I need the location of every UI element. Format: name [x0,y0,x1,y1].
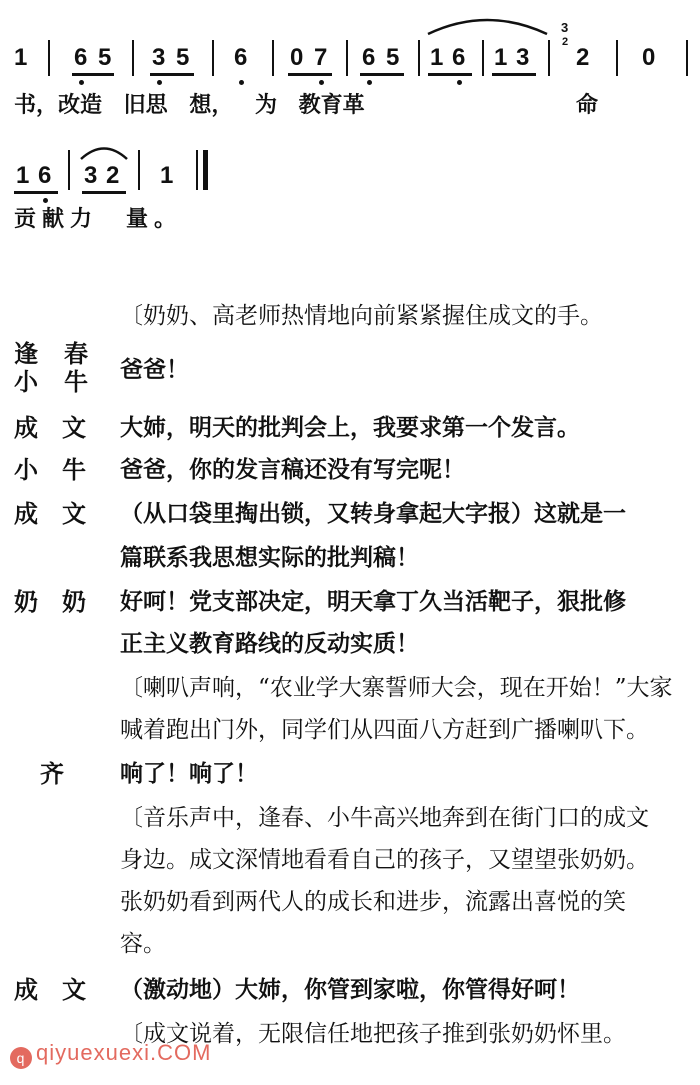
stage-direction: 张奶奶看到两代人的成长和进步，流露出喜悦的笑 [120,889,626,915]
low-dot [79,80,84,85]
low-dot [457,80,462,85]
underline [428,73,472,76]
stage-direction: 喊着跑出门外，同学们从四面八方赶到广播喇叭下。 [120,717,649,743]
dialogue-line: 好呵！党支部决定，明天拿丁久当活靶子，狠批修 [120,588,626,615]
speaker-name: 小 [14,367,38,396]
bar-line [346,40,348,76]
bar-line [548,40,550,76]
final-bar-line [203,150,208,190]
bar-line [686,40,688,76]
note: 6 [234,44,248,71]
note: 1 [14,44,28,71]
grace-note: 3 [561,20,569,35]
note: 3 [84,162,98,189]
bar-line [68,150,70,190]
bar-line [138,150,140,190]
watermark-text: qiyuexuexi.COM [36,1040,212,1065]
note: 5 [176,44,190,71]
dialogue-line: 正主义教育路线的反动实质！ [120,630,419,657]
underline [72,73,114,76]
speaker-name: 奶 奶 [14,587,86,616]
note: 6 [362,44,376,71]
bar-line [616,40,618,76]
speaker-name: 牛 [64,367,88,396]
lyrics-end: 命 [576,92,599,118]
speaker-name: 成 文 [14,413,86,442]
note: 6 [74,44,88,71]
underline [82,191,126,194]
underline [150,73,194,76]
note: 1 [16,162,30,189]
note: 1 [160,162,174,189]
speaker-name: 成 文 [14,975,86,1004]
low-dot [319,80,324,85]
speaker-name: 齐 [40,759,64,788]
stage-direction: 〔成文说着，无限信任地把孩子推到张奶奶怀里。 [120,1021,626,1047]
stage-direction: 〔音乐声中，逢春、小牛高兴地奔到在街门口的成文 [120,805,649,831]
low-dot [239,80,244,85]
bar-line [212,40,214,76]
stage-direction: 〔奶奶、高老师热情地向前紧紧握住成文的手。 [120,303,603,329]
note: 5 [386,44,400,71]
note: 2 [106,162,120,189]
low-dot [367,80,372,85]
underline [288,73,332,76]
bar-line [418,40,420,76]
dialogue-line: 爸爸！ [120,356,189,383]
underline [14,191,58,194]
note: 2 [576,44,590,71]
speaker-name: 逢 [14,339,38,368]
note: 3 [516,44,530,71]
dialogue-line: （激动地）大姉，你管到家啦，你管得好呵！ [120,976,580,1003]
bar-line [482,40,484,76]
note: 3 [152,44,166,71]
dialogue-line: （从口袋里掏出锁，又转身拿起大字报）这就是一 [120,500,626,527]
slur [425,12,550,38]
bar-line [132,40,134,76]
note: 0 [642,44,656,71]
lyrics: 贡献力 量。 [14,206,183,232]
dialogue-line: 响了！响了！ [120,760,258,787]
note: 5 [98,44,112,71]
low-dot [157,80,162,85]
bar-line [196,150,198,190]
watermark [10,1040,211,1069]
speaker-name: 小 牛 [14,455,86,484]
speaker-name: 春 [64,339,88,368]
q-logo-icon: q [10,1047,32,1069]
note: 7 [314,44,328,71]
bar-line [272,40,274,76]
dialogue-line: 爸爸，你的发言稿还没有写完呢！ [120,456,465,483]
underline [360,73,404,76]
dialogue-line: 篇联系我思想实际的批判稿！ [120,544,419,571]
slur [78,142,130,162]
grace-note-sub: 2 [562,36,569,48]
note: 6 [452,44,466,71]
lyrics: 书，改造 旧思 想， 为 教育革 [14,92,365,118]
bar-line [48,40,50,76]
note: 1 [430,44,444,71]
stage-direction: 身边。成文深情地看看自己的孩子，又望望张奶奶。 [120,847,649,873]
note: 6 [38,162,52,189]
speaker-name: 成 文 [14,499,86,528]
low-dot [43,198,48,203]
dialogue-line: 大姉，明天的批判会上，我要求第一个发言。 [120,414,580,441]
stage-direction: 容。 [120,931,166,957]
note: 1 [494,44,508,71]
underline [492,73,536,76]
note: 0 [290,44,304,71]
stage-direction: 〔喇叭声响，“农业学大寨誓师大会，现在开始！”大家 [120,675,673,701]
